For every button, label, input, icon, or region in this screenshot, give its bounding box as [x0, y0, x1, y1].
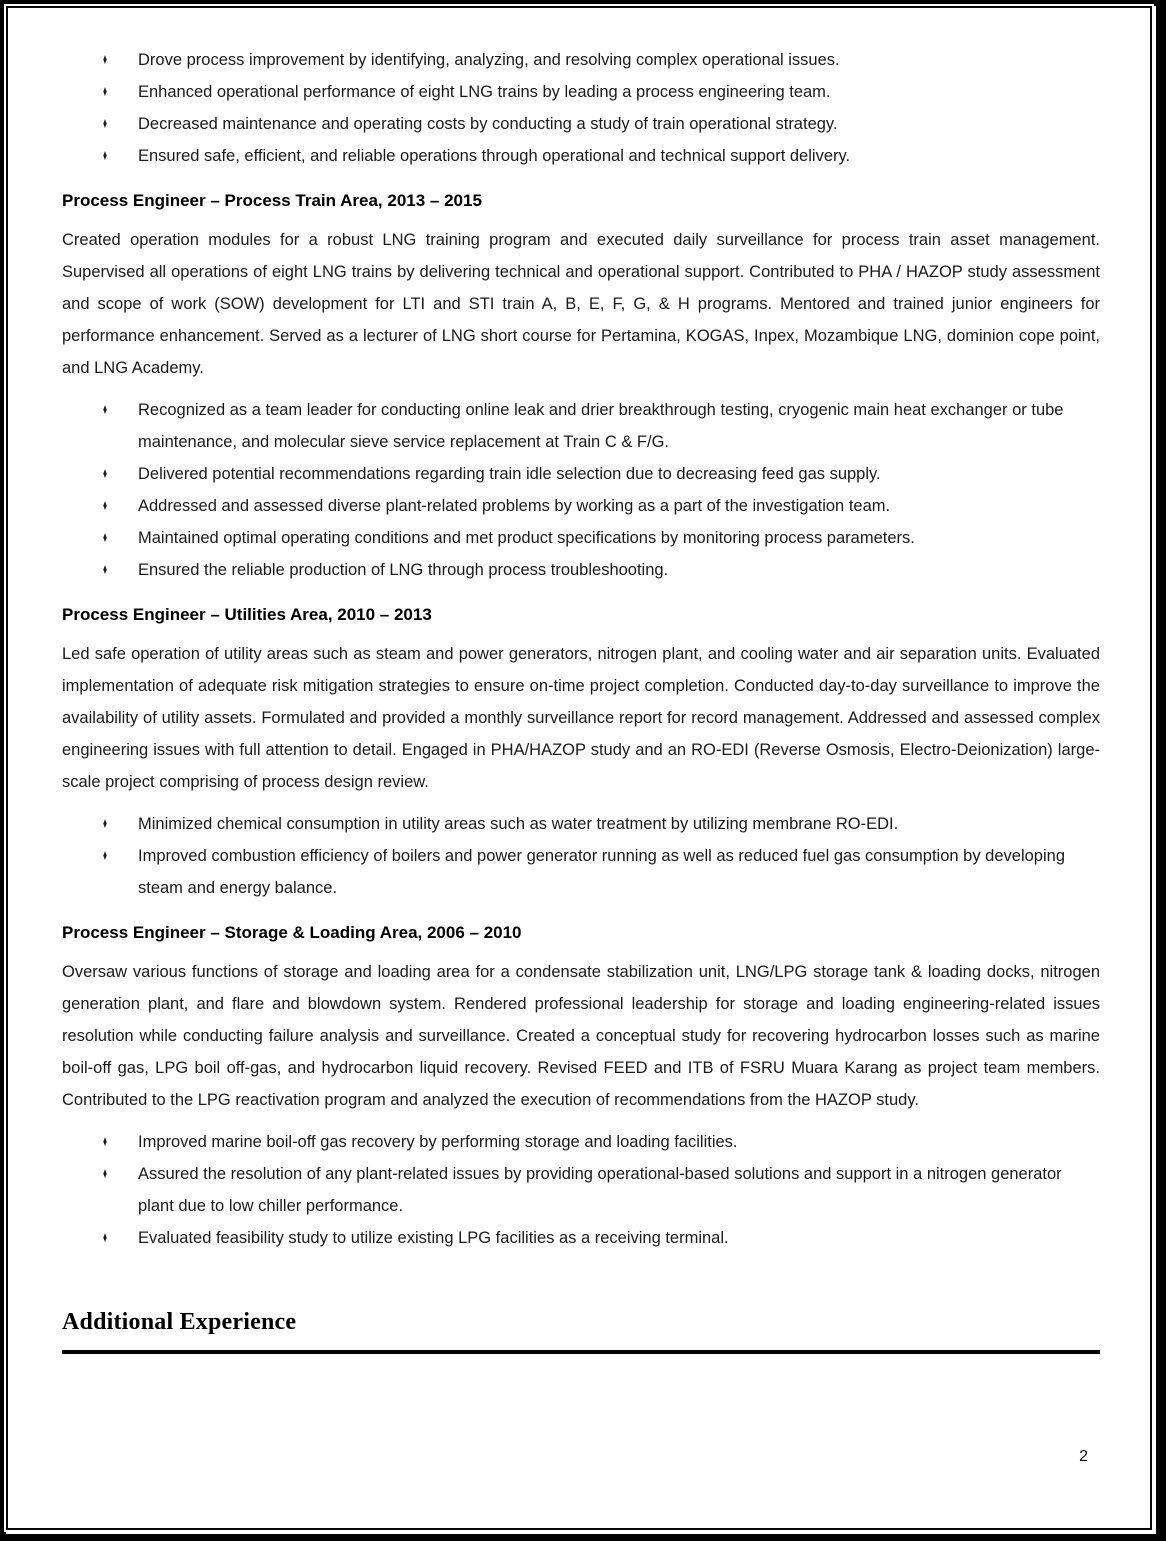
- bullet-text: Addressed and assessed diverse plant-related problems by working as a part of the investigation team.: [138, 497, 891, 515]
- job-bullet-list: [62, 394, 1100, 586]
- bullet-text: Recognized as a team leader for conducting online leak and drier breakthrough testing, cryogenic main heat exchanger or tube maintenance, and molecular sieve service replacement at Train C & F/G.: [138, 401, 1064, 451]
- diamond-bullet-icon: ♦: [103, 83, 107, 100]
- section-process-train-area: [62, 188, 1100, 586]
- list-item: [62, 140, 1100, 172]
- diamond-bullet-icon: ♦: [103, 1133, 107, 1150]
- bullet-text: Minimized chemical consumption in utility areas such as water treatment by utilizing membrane RO-EDI.: [138, 815, 899, 833]
- job-description: Created operation modules for a robust LNG training program and executed daily surveillance for process train asset management. Supervised all operations of eight LNG trains by delivering technical and operational support. Contributed to PHA / HAZOP study assessment and scope of work (SOW) development for LTI and STI train A, B, E, F, G, & H programs. Mentored and trained junior engineers for performance enhancement. Served as a lecturer of LNG short course for Pertamina, KOGAS, Inpex, Mozambique LNG, dominion cope point, and LNG Academy.: [62, 231, 1100, 377]
- additional-experience-heading: Additional Experience: [62, 1309, 297, 1335]
- section-storage-loading-area: [62, 920, 1100, 1254]
- list-item: [62, 394, 1100, 458]
- diamond-bullet-icon: ♦: [103, 465, 107, 482]
- list-item: [62, 554, 1100, 586]
- diamond-bullet-icon: ♦: [103, 815, 107, 832]
- resume-page: [6, 6, 1152, 1530]
- bullet-text: Assured the resolution of any plant-related issues by providing operational-based solutions and support in a nitrogen generator plant due to low chiller performance.: [138, 1165, 1062, 1215]
- list-item: [62, 522, 1100, 554]
- section-divider-rule: [62, 1350, 1100, 1354]
- bullet-text: Evaluated feasibility study to utilize existing LPG facilities as a receiving terminal.: [138, 1229, 729, 1247]
- bullet-text: Improved combustion efficiency of boilers and power generator running as well as reduced fuel gas consumption by developing steam and energy balance.: [138, 847, 1065, 897]
- diamond-bullet-icon: ♦: [103, 51, 107, 68]
- diamond-bullet-icon: ♦: [103, 401, 107, 418]
- intro-bullet-list: [62, 44, 1100, 172]
- job-title: Process Engineer – Process Train Area, 2013 – 2015: [62, 191, 482, 210]
- list-item: [62, 108, 1100, 140]
- list-item: [62, 44, 1100, 76]
- diamond-bullet-icon: ♦: [103, 115, 107, 132]
- diamond-bullet-icon: ♦: [103, 847, 107, 864]
- list-item: [62, 1158, 1100, 1222]
- list-item: [62, 840, 1100, 904]
- list-item: [62, 808, 1100, 840]
- job-title: Process Engineer – Utilities Area, 2010 – 2013: [62, 605, 432, 624]
- job-bullet-list: [62, 1126, 1100, 1254]
- section-utilities-area: [62, 602, 1100, 904]
- list-item: [62, 490, 1100, 522]
- list-item: [62, 1126, 1100, 1158]
- diamond-bullet-icon: ♦: [103, 1229, 107, 1246]
- bullet-text: Improved marine boil-off gas recovery by performing storage and loading facilities.: [138, 1133, 738, 1151]
- diamond-bullet-icon: ♦: [103, 147, 107, 164]
- list-item: [62, 1222, 1100, 1254]
- job-bullet-list: [62, 808, 1100, 904]
- page-number: 2: [1079, 1448, 1088, 1465]
- bullet-text: Enhanced operational performance of eight LNG trains by leading a process engineering team.: [138, 83, 831, 101]
- job-description: Led safe operation of utility areas such as steam and power generators, nitrogen plant, and cooling water and air separation units. Evaluated implementation of adequate risk mitigation strategies to ensure on-time project completion. Conducted day-to-day surveillance to improve the availability of utility assets. Formulated and provided a monthly surveillance report for record management. Addressed and assessed complex engineering issues with full attention to detail. Engaged in PHA/HAZOP study and an RO-EDI (Reverse Osmosis, Electro-Deionization) large-scale project comprising of process design review.: [62, 645, 1100, 791]
- job-title: Process Engineer – Storage & Loading Area, 2006 – 2010: [62, 923, 522, 942]
- list-item: [62, 76, 1100, 108]
- bullet-text: Maintained optimal operating conditions and met product specifications by monitoring process parameters.: [138, 529, 915, 547]
- bullet-text: Decreased maintenance and operating costs by conducting a study of train operational strategy.: [138, 115, 838, 133]
- list-item: [62, 458, 1100, 490]
- bullet-text: Ensured safe, efficient, and reliable operations through operational and technical support delivery.: [138, 147, 851, 165]
- bullet-text: Ensured the reliable production of LNG through process troubleshooting.: [138, 561, 669, 579]
- page-content: [62, 44, 1100, 1354]
- diamond-bullet-icon: ♦: [103, 1165, 107, 1182]
- diamond-bullet-icon: ♦: [103, 561, 107, 578]
- diamond-bullet-icon: ♦: [103, 497, 107, 514]
- bullet-text: Drove process improvement by identifying, analyzing, and resolving complex operational issues.: [138, 51, 840, 69]
- diamond-bullet-icon: ♦: [103, 529, 107, 546]
- bullet-text: Delivered potential recommendations regarding train idle selection due to decreasing feed gas supply.: [138, 465, 881, 483]
- document-sheet: [4, 4, 1154, 1532]
- job-description: Oversaw various functions of storage and loading area for a condensate stabilization unit, LNG/LPG storage tank & loading docks, nitrogen generation plant, and flare and blowdown system. Rendered professional leadership for storage and loading engineering-related issues resolution while conducting failure analysis and surveillance. Created a conceptual study for recovering hydrocarbon losses such as marine boil-off gas, LPG boil off-gas, and hydrocarbon liquid recovery. Revised FEED and ITB of FSRU Muara Karang as project team members. Contributed to the LPG reactivation program and analyzed the execution of recommendations from the HAZOP study.: [62, 963, 1100, 1109]
